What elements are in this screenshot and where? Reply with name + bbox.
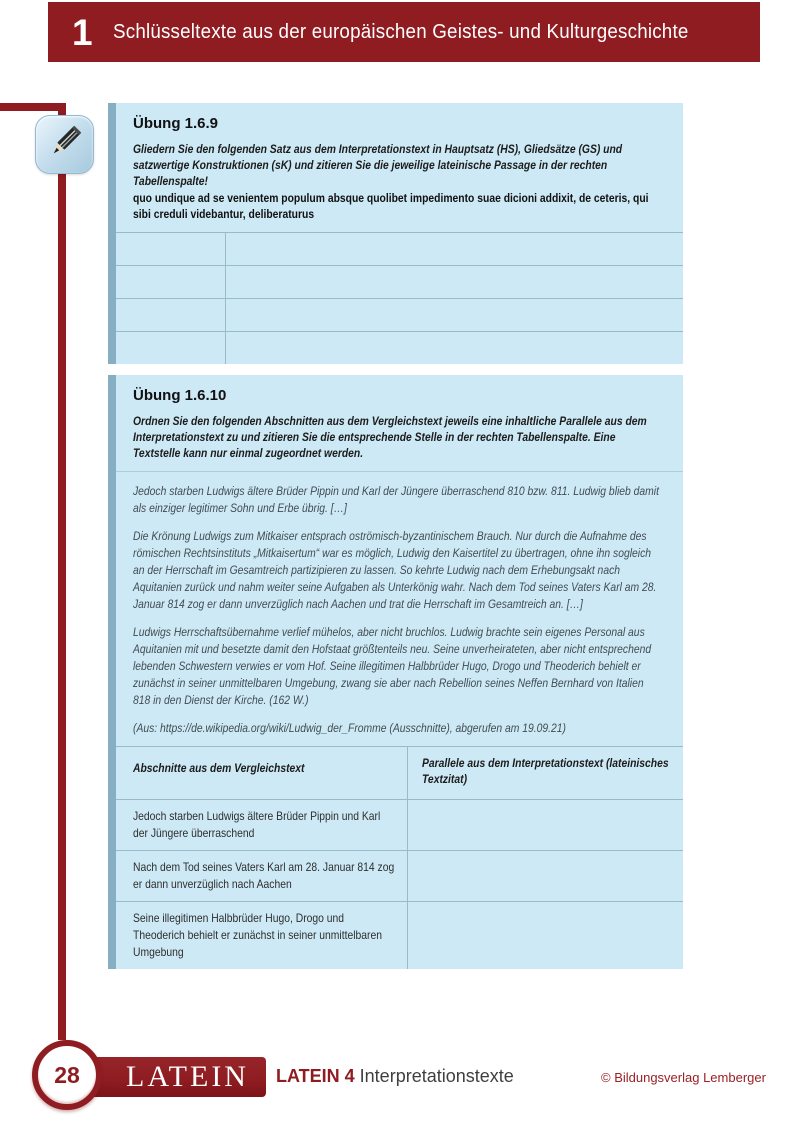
segment-cell: Seine illegitimen Halbbrüder Hugo, Drogo und Theoderich behielt er zunächst in seiner unmittelbaren Umgebung [116, 902, 408, 969]
answer-cell[interactable] [408, 902, 683, 969]
copyright-notice: © Bildungsverlag Lemberger [601, 1070, 766, 1085]
series-name: LATEIN 4 [276, 1066, 355, 1086]
writing-exercise-badge [35, 115, 94, 174]
comparison-text-paragraph: Die Krönung Ludwigs zum Mitkaiser entsprach oströmisch-byzantinischem Brauch. Nur durch die Aufnahme des römischen Rechtsinstituts „Mitkaisertum“ war es möglich, Ludwig den Kaisertitel zu übertragen, ohne ihn sogleich an der Herrschaft im Gesamtreich partizipieren zu lassen. So kehrte Ludwig nach dem Erhebungsakt nach Aquitanien zurück und nahm weiter seine Aufgaben als Unterkönig wahr. Nach dem Tod seines Vaters Karl am 28. Januar 814 zog er dann unverzüglich nach Aachen und trat die Herrschaft im Gesamtreich an. […] [133, 529, 657, 611]
table-row [116, 851, 683, 902]
table-row [116, 299, 683, 332]
exercise2-answer-table [116, 746, 683, 969]
answer-cell[interactable] [116, 233, 226, 265]
answer-cell[interactable] [116, 332, 226, 364]
table-row [116, 800, 683, 851]
margin-line-horizontal [0, 103, 66, 111]
exercise2-title: Übung 1.6.10 [133, 387, 227, 404]
answer-cell[interactable] [116, 299, 226, 331]
column-header-left: Abschnitte aus dem Vergleichstext [116, 747, 408, 799]
exercise-box-1-6-10 [108, 375, 683, 969]
source-citation: (Aus: https://de.wikipedia.org/wiki/Ludwig_der_Fromme (Ausschnitte), abgerufen am 19.09.21) [133, 721, 566, 735]
answer-cell[interactable] [226, 266, 683, 298]
column-header-right: Parallele aus dem Interpretationstext (lateinisches Textzitat) [422, 756, 669, 786]
exercise1-instruction: Gliedern Sie den folgenden Satz aus dem Interpretationstext in Hauptsatz (HS), Gliedsätze (GS) und satzwertige Konstruktionen (sK) und zitieren Sie die jeweilige lateinische Passage in der rechten Tabellenspalte! [133, 142, 623, 188]
page-number: 28 [54, 1061, 80, 1088]
page-number-badge [32, 1040, 102, 1110]
section-divider [116, 471, 683, 472]
series-title [276, 1066, 514, 1087]
chapter-title: Schlüsseltexte aus der europäischen Geistes- und Kulturgeschichte [112, 20, 689, 43]
table-row [116, 233, 683, 266]
comparison-text-paragraph: Ludwigs Herrschaftsübernahme verlief mühelos, aber nicht bruchlos. Ludwig brachte sein eigenes Personal aus Aquitanien mit und besetzte damit den Hofstaat größtenteils neu. Seine unverheirateten, aber nicht entsprechend lebenden Schwestern verwies er vom Hof. Seine illegitimen Halbbrüder Hugo, Drogo und Theoderich behielt er zunächst in seiner unmittelbaren Umgebung, zwang sie aber nach Rebellion seines Neffen Bernhard von Italien 818 in den Dienst der Kirche. (162 W.) [133, 625, 652, 707]
exercise2-instruction: Ordnen Sie den folgenden Abschnitten aus dem Vergleichstext jeweils eine inhaltliche Parallele aus dem Interpretationstext zu und zitieren Sie die entsprechende Stelle in der rechten Tabellenspalte. Eine Textstelle kann nur einmal zugeordnet werden. [133, 414, 647, 460]
exercise-box-1-6-9 [108, 103, 683, 364]
pencil-icon [44, 121, 86, 168]
comparison-text-paragraph: Jedoch starben Ludwigs ältere Brüder Pippin und Karl der Jüngere überraschend 810 bzw. 811. Ludwig blieb damit als einziger legitimer Sohn und Erbe übrig. […] [133, 484, 659, 515]
margin-line-vertical [58, 103, 66, 1040]
chapter-header-bar [48, 2, 760, 62]
series-subtitle: Interpretationstexte [359, 1066, 514, 1086]
answer-cell[interactable] [226, 233, 683, 265]
table-header-row [116, 747, 683, 800]
exercise1-title: Übung 1.6.9 [133, 115, 219, 132]
latein-logo-banner [90, 1057, 266, 1097]
table-row [116, 902, 683, 969]
answer-cell[interactable] [408, 800, 683, 850]
exercise1-answer-table [116, 232, 683, 364]
answer-cell[interactable] [116, 266, 226, 298]
segment-cell: Jedoch starben Ludwigs ältere Brüder Pippin und Karl der Jüngere überraschend [116, 800, 408, 850]
chapter-number: 1 [72, 11, 93, 53]
table-row [116, 266, 683, 299]
table-row [116, 332, 683, 364]
answer-cell[interactable] [226, 299, 683, 331]
segment-cell: Nach dem Tod seines Vaters Karl am 28. Januar 814 zog er dann unverzüglich nach Aachen [116, 851, 408, 901]
answer-cell[interactable] [408, 851, 683, 901]
answer-cell[interactable] [226, 332, 683, 364]
latein-logo-text: LATEIN [126, 1060, 249, 1093]
exercise1-latin-sentence: quo undique ad se venientem populum absque quolibet impedimento suae dicioni addixit, de ceteris, qui sibi creduli videbantur, deliberaturus [133, 191, 649, 221]
